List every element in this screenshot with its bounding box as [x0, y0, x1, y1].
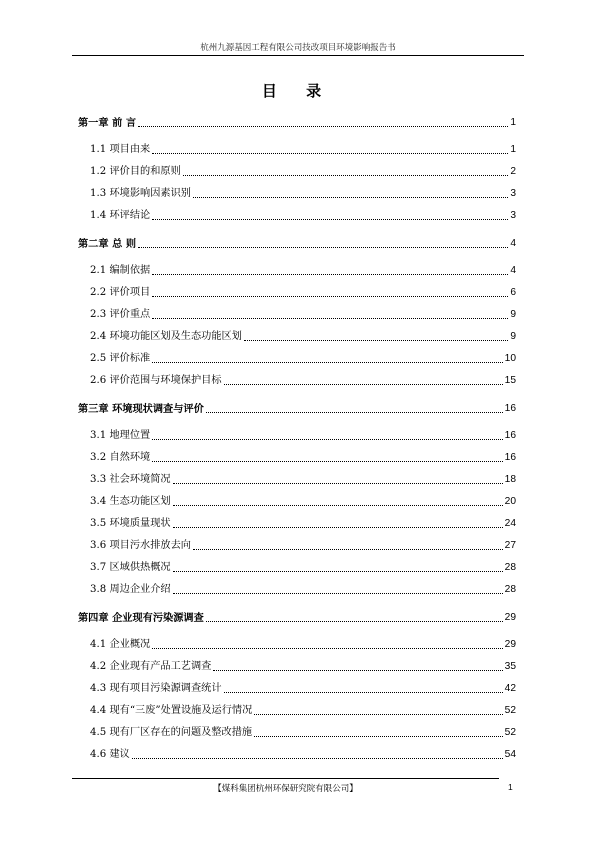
toc-section-entry[interactable]	[90, 639, 516, 651]
toc-title: 目 录	[261, 82, 334, 100]
dot-leader	[152, 296, 508, 297]
toc-section-entry[interactable]	[90, 496, 516, 508]
toc-section-entry[interactable]	[90, 683, 516, 695]
toc-entry-label: 1.2 评价目的和原则	[90, 166, 181, 177]
running-footer: 【煤科集团杭州环保研究院有限公司】	[213, 784, 358, 794]
toc-entry-label: 3.5 环境质量现状	[90, 518, 171, 529]
toc-section-entry[interactable]	[90, 661, 516, 673]
toc-entry-label: 4.2 企业现有产品工艺调查	[90, 661, 212, 672]
toc-entry-label: 2.3 评价重点	[90, 309, 151, 320]
dot-leader	[152, 219, 508, 220]
dot-leader	[183, 175, 509, 176]
toc-section-entry[interactable]	[90, 474, 516, 486]
toc-section-entry[interactable]	[90, 727, 516, 739]
toc-entry-page: 2	[510, 166, 516, 177]
toc-entry-page: 18	[504, 474, 516, 485]
dot-leader	[213, 670, 502, 671]
toc-entry-page: 29	[504, 639, 516, 650]
toc-chapter-entry[interactable]	[78, 238, 516, 250]
dot-leader	[173, 527, 503, 528]
dot-leader	[206, 412, 503, 413]
toc-entry-label: 3.1 地理位置	[90, 430, 151, 441]
dot-leader	[244, 340, 508, 341]
dot-leader	[138, 126, 508, 127]
dot-leader	[224, 692, 503, 693]
toc-entry-page: 16	[504, 430, 516, 441]
dot-leader	[152, 461, 502, 462]
dot-leader	[193, 549, 503, 550]
toc-chapter-entry[interactable]	[78, 403, 516, 415]
toc-entry-label: 3.4 生态功能区划	[90, 496, 171, 507]
dot-leader	[132, 758, 503, 759]
toc-section-entry[interactable]	[90, 166, 516, 178]
toc-entry-label: 4.6 建议	[90, 749, 130, 760]
toc-entry-label: 第二章 总 则	[78, 238, 137, 250]
running-header: 杭州九源基因工程有限公司技改项目环境影响报告书	[200, 43, 396, 53]
toc-entry-page: 24	[504, 518, 516, 529]
toc-entry-page: 28	[504, 562, 516, 573]
toc-section-entry[interactable]	[90, 375, 516, 387]
toc-section-entry[interactable]	[90, 584, 516, 596]
toc-entry-label: 4.3 现有项目污染源调查统计	[90, 683, 222, 694]
toc-entry-label: 2.5 评价标准	[90, 353, 151, 364]
toc-entry-label: 4.5 现有厂区存在的问题及整改措施	[90, 727, 253, 738]
toc-entry-page: 3	[510, 188, 516, 199]
dot-leader	[173, 571, 503, 572]
footer-divider	[72, 778, 499, 779]
dot-leader	[193, 197, 508, 198]
toc-section-entry[interactable]	[90, 210, 516, 222]
dot-leader	[152, 318, 508, 319]
toc-entry-page: 10	[504, 353, 516, 364]
toc-entry-page: 16	[504, 452, 516, 463]
dot-leader	[254, 736, 503, 737]
toc-section-entry[interactable]	[90, 705, 516, 717]
toc-entry-label: 4.4 现有“三废”处置设施及运行情况	[90, 705, 253, 716]
toc-entry-label: 4.1 企业概况	[90, 639, 151, 650]
toc-entry-page: 52	[504, 727, 516, 738]
toc-section-entry[interactable]	[90, 749, 516, 761]
dot-leader	[152, 274, 508, 275]
toc-entry-page: 1	[510, 144, 516, 155]
dot-leader	[206, 621, 503, 622]
toc-entry-page: 52	[504, 705, 516, 716]
dot-leader	[173, 505, 503, 506]
toc-section-entry[interactable]	[90, 309, 516, 321]
toc-entry-label: 第一章 前 言	[78, 117, 137, 129]
toc-entry-page: 15	[504, 375, 516, 386]
toc-entry-label: 1.4 环评结论	[90, 210, 151, 221]
toc-entry-label: 2.6 评价范围与环境保护目标	[90, 375, 222, 386]
toc-entry-page: 35	[504, 661, 516, 672]
toc-entry-label: 3.6 项目污水排放去向	[90, 540, 191, 551]
toc-section-entry[interactable]	[90, 518, 516, 530]
toc-section-entry[interactable]	[90, 562, 516, 574]
page-number: 1	[508, 782, 513, 792]
dot-leader	[138, 247, 508, 248]
toc-entry-page: 9	[510, 331, 516, 342]
toc-section-entry[interactable]	[90, 540, 516, 552]
toc-chapter-entry[interactable]	[78, 117, 516, 129]
dot-leader	[224, 384, 503, 385]
toc-entry-label: 3.3 社会环境简况	[90, 474, 171, 485]
toc-section-entry[interactable]	[90, 331, 516, 343]
toc-entry-page: 1	[510, 117, 516, 128]
toc-entry-label: 2.2 评价项目	[90, 287, 151, 298]
toc-section-entry[interactable]	[90, 353, 516, 365]
toc-entry-page: 54	[504, 749, 516, 760]
toc-section-entry[interactable]	[90, 287, 516, 299]
toc-entry-label: 3.8 周边企业介绍	[90, 584, 171, 595]
toc-entry-label: 第三章 环境现状调查与评价	[78, 403, 204, 415]
toc-chapter-entry[interactable]	[78, 612, 516, 624]
toc-section-entry[interactable]	[90, 452, 516, 464]
toc-entry-label: 3.7 区域供热概况	[90, 562, 171, 573]
toc-entry-page: 29	[504, 612, 516, 623]
toc-entry-label: 第四章 企业现有污染源调查	[78, 612, 204, 624]
toc-entry-page: 4	[510, 265, 516, 276]
toc-section-entry[interactable]	[90, 265, 516, 277]
toc-entry-page: 3	[510, 210, 516, 221]
dot-leader	[173, 593, 503, 594]
dot-leader	[152, 439, 502, 440]
toc-entry-page: 9	[510, 309, 516, 320]
header-divider	[72, 55, 524, 56]
toc-entry-label: 1.3 环境影响因素识别	[90, 188, 191, 199]
toc-entry-label: 1.1 项目由来	[90, 144, 151, 155]
dot-leader	[173, 483, 503, 484]
dot-leader	[152, 153, 508, 154]
toc-entry-label: 2.4 环境功能区划及生态功能区划	[90, 331, 242, 342]
toc-section-entry[interactable]	[90, 188, 516, 200]
toc-entry-label: 3.2 自然环境	[90, 452, 151, 463]
dot-leader	[152, 648, 502, 649]
toc-section-entry[interactable]	[90, 430, 516, 442]
toc-entry-page: 20	[504, 496, 516, 507]
toc-section-entry[interactable]	[90, 144, 516, 156]
dot-leader	[152, 362, 502, 363]
toc-entry-page: 27	[504, 540, 516, 551]
dot-leader	[254, 714, 502, 715]
toc-entry-page: 42	[504, 683, 516, 694]
toc-entry-page: 16	[504, 403, 516, 414]
toc-entry-label: 2.1 编制依据	[90, 265, 151, 276]
toc-entry-page: 4	[510, 238, 516, 249]
toc-entry-page: 28	[504, 584, 516, 595]
toc-entry-page: 6	[510, 287, 516, 298]
